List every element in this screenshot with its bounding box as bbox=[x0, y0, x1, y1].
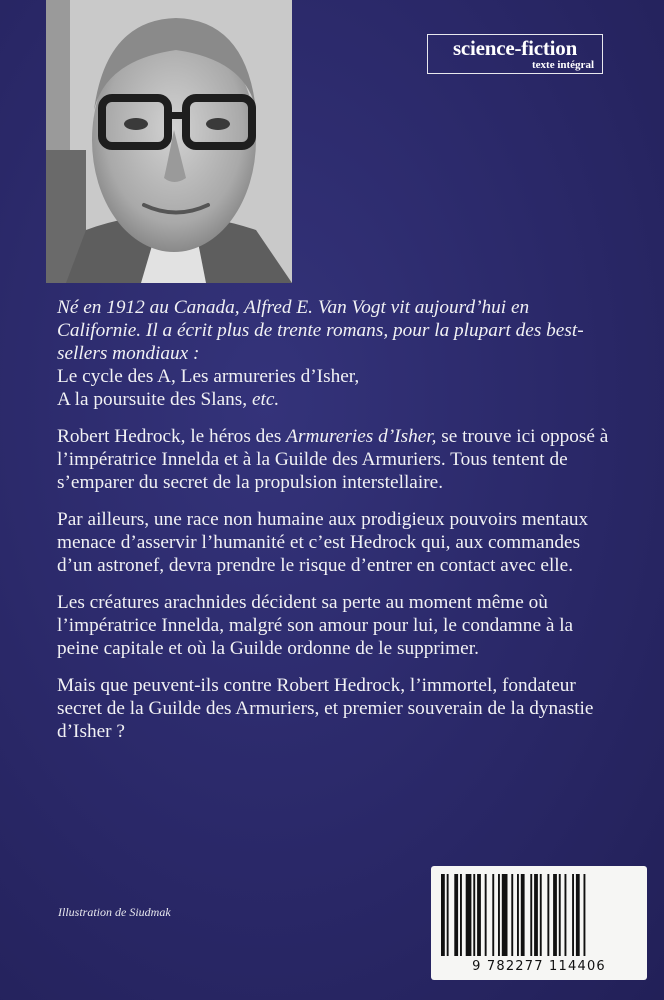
illustration-credit: Illustration de Siudmak bbox=[58, 905, 171, 919]
bio-books-line1: Le cycle des A, Les armureries d’Isher, bbox=[57, 366, 360, 387]
barcode-sticker bbox=[431, 866, 647, 980]
bio-intro: Né en 1912 au Canada, Alfred E. Van Vogt vit aujourd’hui en Californie. Il a écrit plus de trente romans, pour la plupart des best-sellers mondiaux : bbox=[57, 297, 584, 364]
series-label-main: science-fiction bbox=[452, 36, 578, 60]
series-label bbox=[427, 34, 603, 74]
author-photo bbox=[46, 0, 292, 283]
bio-books-line2: A la poursuite des Slans, bbox=[57, 389, 248, 410]
bio-etc: etc. bbox=[251, 389, 280, 410]
paragraph-2-start: Robert Hedrock, le héros des bbox=[57, 426, 287, 447]
back-cover-text bbox=[57, 296, 617, 757]
paragraph-2 bbox=[57, 425, 617, 494]
paragraph-5: Mais que peuvent-ils contre Robert Hedrock, l’immortel, fondateur secret de la Guilde des Armuriers, et premier souverain de la dynastie d’Isher ? bbox=[57, 675, 594, 742]
paragraph-2-title: Armureries d’Isher, bbox=[286, 426, 437, 447]
barcode-bars bbox=[439, 874, 639, 956]
paragraph-4: Les créatures arachnides décident sa perte au moment même où l’impératrice Innelda, malgré son amour pour lui, le condamne à la peine capitale et où la Guilde ordonne de le supprimer. bbox=[57, 592, 574, 659]
barcode-number: 9 782277 114406 bbox=[472, 959, 606, 974]
series-label-sub: texte intégral bbox=[532, 59, 594, 71]
paragraph-3: Par ailleurs, une race non humaine aux prodigieux pouvoirs mentaux menace d’asservir l’humanité et c’est Hedrock qui, aux commandes d’un astronef, devra prendre le risque d’entrer en contact avec elle. bbox=[57, 509, 589, 576]
paragraph-2-end: se trouve ici opposé à l’impératrice Innelda et à la Guilde des Armuriers. Tous tentent de s’emparer du secret de la propulsion interstellaire. bbox=[57, 426, 609, 493]
author-bio bbox=[57, 296, 617, 411]
